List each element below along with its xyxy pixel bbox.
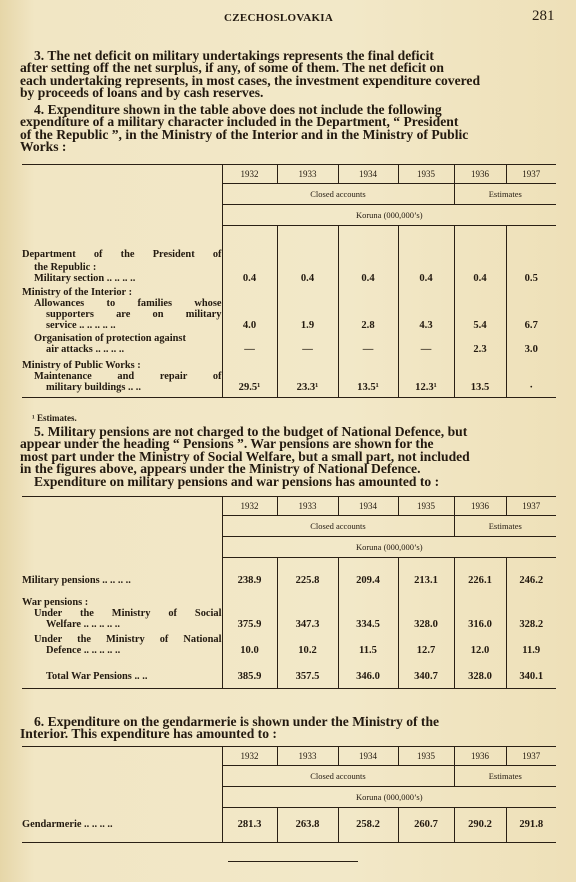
table3-year: 1933 <box>277 747 338 766</box>
table1-year: 1934 <box>338 165 398 184</box>
row-label: Maintenance and repair of <box>34 370 222 382</box>
row-label: Military pensions <box>22 574 100 586</box>
row-label: Military section <box>34 272 105 284</box>
table3-year: 1937 <box>506 747 556 766</box>
table-cell: 0.4 <box>300 272 315 284</box>
table-cell: 29.5¹ <box>238 381 261 393</box>
row-label: Department of the President of <box>22 248 222 260</box>
table2-row-military-pensions <box>22 558 556 588</box>
leader-dots: .. .. .. .. <box>95 343 125 355</box>
table-military-expenditure <box>22 164 556 398</box>
table-cell: 11.5 <box>359 644 377 656</box>
table-cell: — <box>420 343 432 355</box>
leader-dots: .. .. <box>128 381 142 393</box>
table2-row-national-defence <box>22 632 556 658</box>
table-cell: 0.5 <box>524 272 538 284</box>
table-cell: 213.1 <box>414 574 438 586</box>
table-cell: 328.0 <box>414 618 438 630</box>
row-label: Organisation of protection against <box>34 332 186 344</box>
page-number: 281 <box>532 8 555 24</box>
table2-row-total <box>22 658 556 689</box>
table3-year: 1932 <box>222 747 277 766</box>
row-label: Allowances to families whose <box>34 297 222 309</box>
row-label: Ministry of the Interior : <box>22 286 133 298</box>
row-label: Defence <box>46 644 82 656</box>
table-cell: 226.1 <box>468 574 492 586</box>
table-cell: 316.0 <box>468 618 492 630</box>
table3-closed-accounts: Closed accounts <box>222 766 454 787</box>
para4-line-3: of the Republic ”, in the Ministry of the Interior and in the Ministry of Public <box>20 126 469 142</box>
table-cell: — <box>244 343 255 355</box>
leader-dots: .. .. .. .. <box>102 574 131 586</box>
row-label: Ministry of Public Works : <box>22 359 141 371</box>
table2-unit: Koruna (000,000’s) <box>222 537 556 558</box>
table1-year: 1935 <box>398 165 454 184</box>
table-cell: 346.0 <box>356 670 380 682</box>
para5-line-5: Expenditure on military pensions and war pensions has amounted to : <box>34 473 440 489</box>
table1-estimates: Estimates <box>454 184 556 205</box>
table-cell: 2.3 <box>473 343 487 355</box>
para4-line-4: Works : <box>20 139 67 155</box>
table1-closed-accounts: Closed accounts <box>222 184 454 205</box>
table-gendarmerie <box>22 746 556 843</box>
table3-year: 1934 <box>338 747 398 766</box>
leader-dots: .. .. <box>134 670 148 682</box>
table2-year: 1932 <box>222 497 277 516</box>
table-cell: 0.4 <box>473 272 487 284</box>
table-cell: 13.5¹ <box>357 381 379 393</box>
para5-line-2: appear under the heading “ Pensions ”. War pensions are shown for the <box>20 436 434 452</box>
table-cell: 2.8 <box>361 319 375 331</box>
table-cell: 357.5 <box>295 670 320 682</box>
table-cell: 12.3¹ <box>415 381 437 393</box>
leader-dots: .. .. .. .. <box>84 819 113 830</box>
table-cell: 290.2 <box>468 819 492 831</box>
table-cell: · <box>529 381 534 393</box>
table2-estimates: Estimates <box>454 516 556 537</box>
footnote: ¹ Estimates. <box>32 413 77 423</box>
table-cell: 13.5 <box>470 381 490 393</box>
table3-row-gendarmerie <box>22 808 556 843</box>
para6-line-2: Interior. This expenditure has amounted to : <box>20 726 277 742</box>
table-cell: 238.9 <box>237 574 262 586</box>
running-header <box>0 8 576 28</box>
table-cell: 291.8 <box>519 819 544 831</box>
table-cell: 0.4 <box>419 272 433 284</box>
table1-year: 1933 <box>277 165 338 184</box>
table-cell: — <box>302 343 313 355</box>
para4-line-2: expenditure of a military character included in the Department, “ President <box>20 114 459 130</box>
running-title: CZECHOSLOVAKIA <box>224 12 334 24</box>
para3-line-1: 3. The net deficit on military undertakings represents the final deficit <box>34 48 434 63</box>
table-cell: 328.2 <box>519 618 544 630</box>
leader-dots: .. .. .. .. <box>106 272 136 284</box>
table2-year: 1936 <box>454 497 506 516</box>
table-cell: 260.7 <box>414 819 438 831</box>
table-cell: 10.0 <box>240 644 259 656</box>
para3-line-3: each undertaking represents, in most cases, the investment expenditure covered <box>20 72 481 88</box>
table1-year: 1937 <box>506 165 556 184</box>
table-cell: 3.0 <box>524 343 538 355</box>
table-cell: 334.5 <box>356 618 380 630</box>
paragraph-4 <box>20 104 560 154</box>
paragraph-5 <box>20 426 560 488</box>
table2-year: 1933 <box>277 497 338 516</box>
para6-line-1: 6. Expenditure on the gendarmerie is shown under the Ministry of the <box>34 714 440 729</box>
table1-years-row <box>22 165 556 184</box>
row-label: War pensions : <box>22 596 89 608</box>
row-label: military buildings <box>46 381 126 393</box>
para3-line-2: after setting off the net surplus, if any, of some of them. The net deficit on <box>20 60 444 76</box>
table-cell: 4.0 <box>242 319 257 331</box>
table-cell: 10.2 <box>298 644 317 656</box>
table-cell: 347.3 <box>295 618 320 630</box>
table-cell: 281.3 <box>237 819 262 831</box>
table-cell: 4.3 <box>419 319 433 331</box>
row-label: service <box>46 319 77 331</box>
table-cell: 328.0 <box>468 670 492 682</box>
table3-year: 1936 <box>454 747 506 766</box>
para4-line-1: 4. Expenditure shown in the table above does not include the following <box>34 102 442 117</box>
table-cell: 258.2 <box>356 819 380 831</box>
row-label: Gendarmerie <box>22 819 82 830</box>
table2-year: 1937 <box>506 497 556 516</box>
table1-row-air-protection <box>22 333 556 357</box>
table3-unit: Koruna (000,000’s) <box>222 787 556 808</box>
table1-unit: Koruna (000,000’s) <box>222 205 556 226</box>
table1-row-allowances <box>22 286 556 333</box>
leader-dots: .. .. .. .. .. <box>79 319 116 331</box>
table-cell: 385.9 <box>237 670 262 682</box>
para5-line-4: in the figures above, appears under the Ministry of National Defence. <box>20 461 421 477</box>
table-cell: 12.7 <box>416 644 436 656</box>
table-cell: 263.8 <box>295 819 320 831</box>
table1-row-military-section <box>22 226 556 286</box>
table2-row-social-welfare <box>22 588 556 632</box>
row-label: the Republic : <box>34 261 97 273</box>
leader-dots: .. .. .. .. .. <box>83 644 121 656</box>
table1-year: 1932 <box>222 165 277 184</box>
row-label: Welfare <box>46 618 82 630</box>
table-cell: 0.4 <box>242 272 257 284</box>
paragraph-3 <box>20 50 560 100</box>
row-label: Under the Ministry of Social <box>34 607 222 619</box>
leader-dots: .. .. .. .. .. <box>83 618 120 630</box>
table1-row-military-buildings <box>22 357 556 398</box>
row-label: supporters are on military <box>46 308 222 320</box>
table-cell: 246.2 <box>519 574 544 586</box>
para5-line-3: most part under the Ministry of Social Welfare, but a small part, not included <box>20 448 470 464</box>
table-cell: 375.9 <box>237 618 262 630</box>
table2-closed-accounts: Closed accounts <box>222 516 454 537</box>
table3-year: 1935 <box>398 747 454 766</box>
table-cell: 6.7 <box>524 319 538 331</box>
table-cell: 11.9 <box>522 644 541 656</box>
table-pensions <box>22 496 556 689</box>
table-cell: 12.0 <box>470 644 490 656</box>
table-cell: 1.9 <box>300 319 315 331</box>
end-rule <box>228 861 358 862</box>
table-cell: 340.7 <box>414 670 438 682</box>
table-cell: 209.4 <box>356 574 380 586</box>
para3-line-4: by proceeds of loans and by cash reserves. <box>20 85 264 101</box>
row-label: Total War Pensions <box>46 670 132 682</box>
row-label: Under the Ministry of National <box>34 633 222 645</box>
table3-estimates: Estimates <box>454 766 556 787</box>
table1-year: 1936 <box>454 165 506 184</box>
paragraph-6 <box>20 716 560 741</box>
table2-year: 1934 <box>338 497 398 516</box>
table-cell: 0.4 <box>361 272 375 284</box>
table-cell: — <box>362 343 374 355</box>
table-cell: 5.4 <box>473 319 487 331</box>
table-cell: 340.1 <box>519 670 544 682</box>
row-label: air attacks <box>46 343 93 355</box>
table2-year: 1935 <box>398 497 454 516</box>
table-cell: 225.8 <box>295 574 320 586</box>
table-cell: 23.3¹ <box>296 381 319 393</box>
para5-line-1: 5. Military pensions are not charged to the budget of National Defence, but <box>34 424 468 439</box>
